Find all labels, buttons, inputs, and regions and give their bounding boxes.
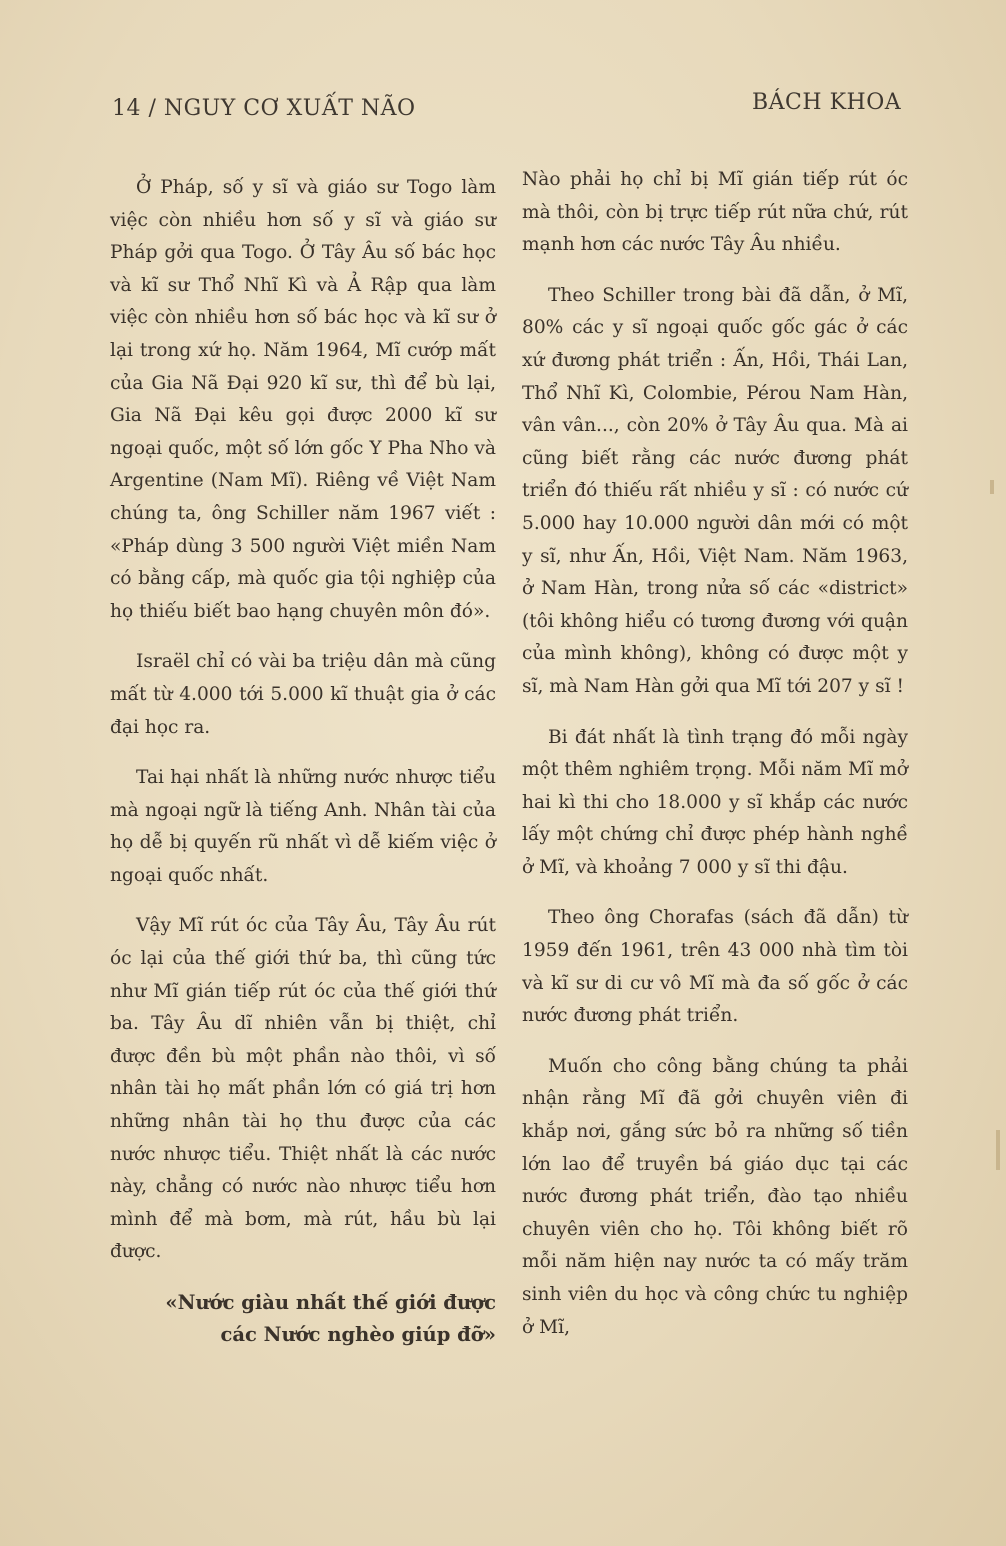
paragraph: Tai hại nhất là những nước nhược tiểu mà ngoại ngữ là tiếng Anh. Nhân tài của họ dễ bị quyến rũ nhất vì dễ kiếm việc ở ngoại quốc nhất. — [110, 767, 496, 886]
left-column — [110, 172, 496, 1351]
section-heading — [110, 1287, 496, 1351]
paragraph: Theo Schiller trong bài đã dẫn, ở Mĩ, 80% các y sĩ ngoại quốc gốc gác ở các xứ đương phát triển : Ấn, Hồi, Thái Lan, Thổ Nhĩ Kì, Colombie, Pérou Nam Hàn, vân vân..., còn 20% ở Tây Âu qua. Mà ai cũng biết rằng các nước đương phát triển đó thiếu rất nhiều y sĩ : có nước cứ 5.000 hay 10.000 người dân mới có một y sĩ, như Ấn, Hồi, Việt Nam. Năm 1963, ở Nam Hàn, trong nửa số các «district» (tôi không hiểu có tương đương với quận của mình không), không có được một y sĩ, mà Nam Hàn gởi qua Mĩ tới 207 y sĩ ! — [522, 284, 908, 697]
page-edge-mark — [990, 480, 994, 494]
paragraph: Vậy Mĩ rút óc của Tây Âu, Tây Âu rút óc lại của thế giới thứ ba, thì cũng tức như Mĩ gián tiếp rút óc của thế giới thứ ba. Tây Âu dĩ nhiên vẫn bị thiệt, chỉ được đền bù một phần nào thôi, vì số nhân tài họ mất phần lớn có giá trị hơn những nhân tài họ thu được của các nước nhược tiểu. Thiệt nhất là các nước này, chẳng có nước nào nhược tiểu hơn mình để mà bơm, mà rút, hầu bù lại được. — [110, 915, 496, 1263]
page-edge-mark — [996, 1130, 1000, 1170]
magazine-name: BÁCH KHOA — [752, 90, 902, 115]
page-header-title: 14 / NGUY CƠ XUẤT NÃO — [112, 96, 416, 121]
right-column — [522, 164, 908, 1362]
paragraph: Israël chỉ có vài ba triệu dân mà cũng mất từ 4.000 tới 5.000 kĩ thuật gia ở các đại học ra. — [110, 651, 496, 738]
paragraph: Nào phải họ chỉ bị Mĩ gián tiếp rút óc mà thôi, còn bị trực tiếp rút nữa chứ, rút mạnh hơn các nước Tây Âu nhiều. — [522, 169, 908, 256]
section-heading-line-1: «Nước giàu nhất thế giới được — [165, 1291, 496, 1314]
paragraph: Muốn cho công bằng chúng ta phải nhận rằng Mĩ đã gởi chuyên viên đi khắp nơi, gắng sức bỏ ra những số tiền lớn lao để truyền bá giáo dục tại các nước đương phát triển, đào tạo nhiều chuyên viên cho họ. Tôi không biết rõ mỗi năm hiện nay nước ta có mấy trăm sinh viên du học và công chức tu nghiệp ở Mĩ, — [522, 1055, 908, 1338]
section-heading-line-2: các Nước nghèo giúp đỡ» — [220, 1323, 496, 1346]
paragraph: Bi đát nhất là tình trạng đó mỗi ngày một thêm nghiêm trọng. Mỗi năm Mĩ mở hai kì thi cho 18.000 y sĩ khắp các nước lấy một chứng chỉ được phép hành nghề ở Mĩ, và khoảng 7 000 y sĩ thi đậu. — [522, 726, 908, 878]
paragraph: Theo ông Chorafas (sách đã dẫn) từ 1959 đến 1961, trên 43 000 nhà tìm tòi và kĩ sư di cư vô Mĩ mà đa số gốc ở các nước đương phát triển. — [522, 907, 908, 1027]
paragraph: Ở Pháp, số y sĩ và giáo sư Togo làm việc còn nhiều hơn số y sĩ và giáo sư Pháp gởi qua Togo. Ở Tây Âu số bác học và kĩ sư Thổ Nhĩ Kì và Ả Rập qua làm việc còn nhiều hơn số bác học và kĩ sư ở lại trong xứ họ. Năm 1964, Mĩ cướp mất của Gia Nã Đại 920 kĩ sư, thì để bù lại, Gia Nã Đại kêu gọi được 2000 kĩ sư ngoại quốc, một số lớn gốc Y Pha Nho và Argentine (Nam Mĩ). Riêng về Việt Nam chúng ta, ông Schiller năm 1967 viết : «Pháp dùng 3 500 người Việt miền Nam có bằng cấp, mà quốc gia tội nghiệp của họ thiếu biết bao hạng chuyên môn đó». — [110, 177, 496, 622]
